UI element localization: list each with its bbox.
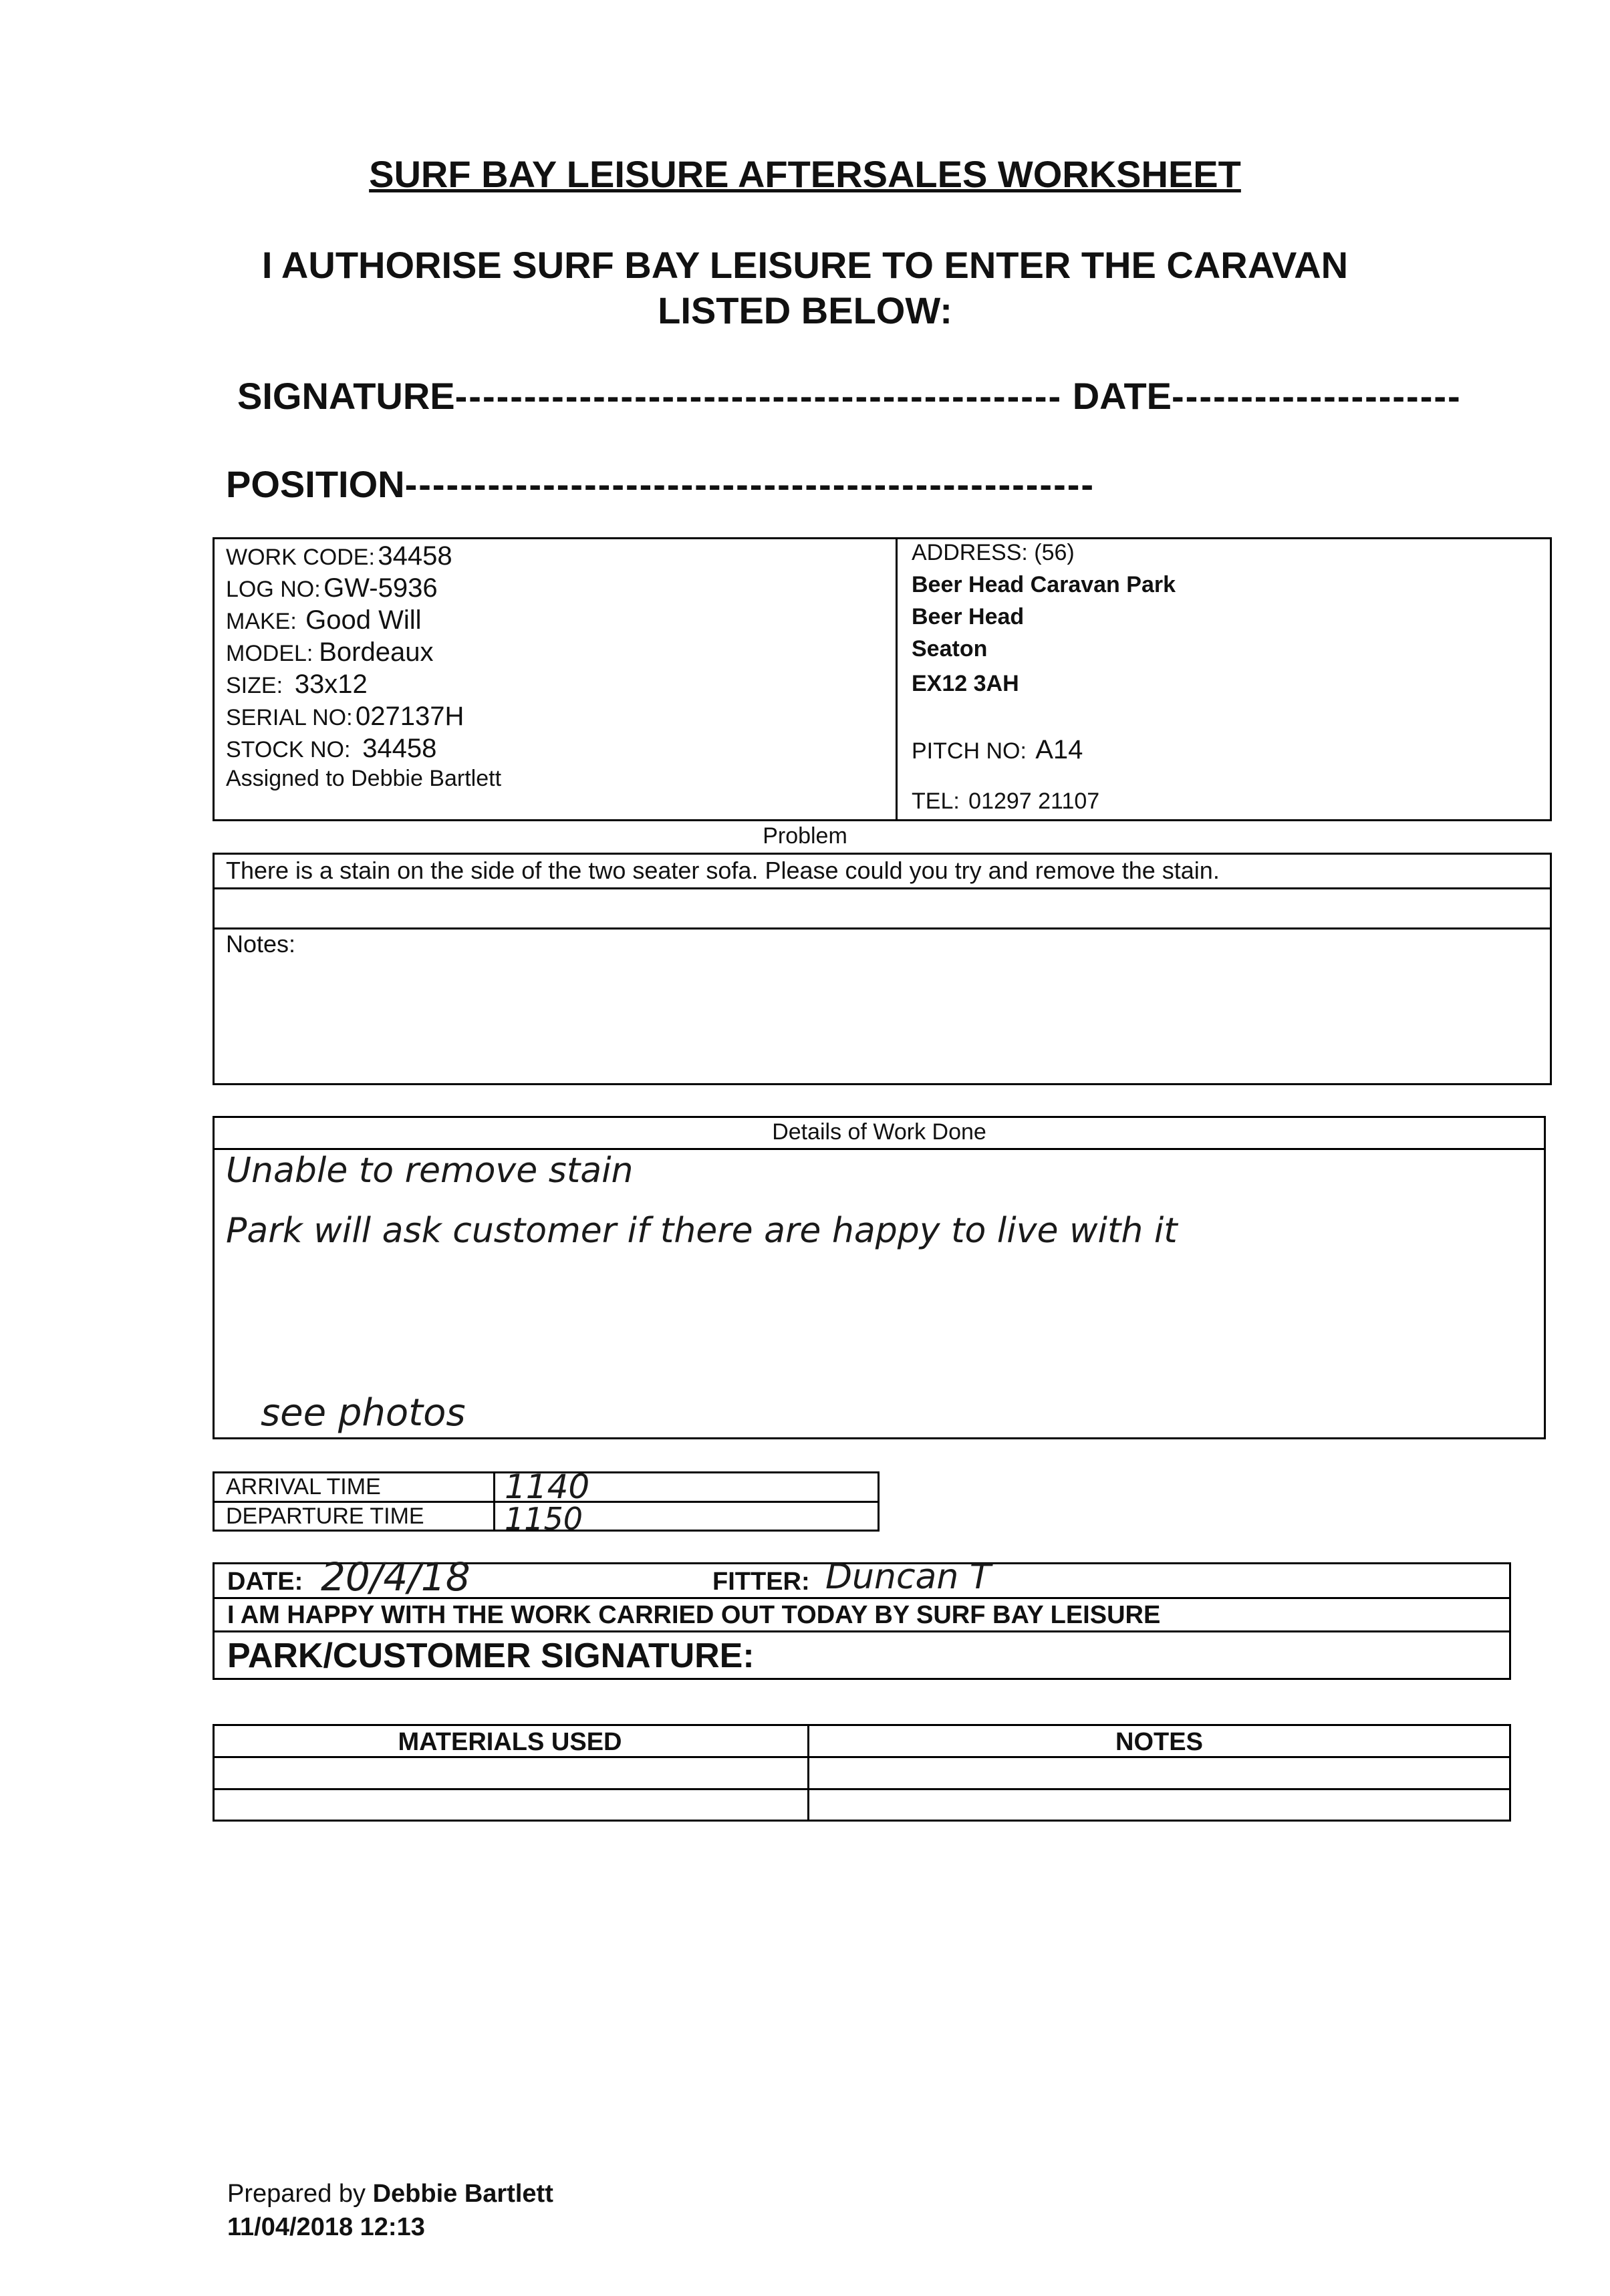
serial-label: SERIAL NO:: [226, 705, 353, 730]
signature-dashes: --------------------------------------------: [454, 375, 1063, 417]
position-label: POSITION: [226, 463, 405, 505]
log-no-label: LOG NO:: [226, 577, 321, 602]
make-label: MAKE:: [226, 609, 297, 634]
departure-label: DEPARTURE TIME: [226, 1503, 424, 1529]
arrival-label: ARRIVAL TIME: [226, 1474, 381, 1499]
signoff-date-label: DATE:: [227, 1568, 303, 1596]
work-done-label: Details of Work Done: [772, 1119, 986, 1145]
tel-label: TEL:: [912, 788, 960, 814]
problem-label: Problem: [763, 823, 847, 849]
authorisation-line-2: LISTED BELOW:: [658, 289, 952, 331]
tel-row: [912, 788, 1176, 815]
work-code-value: 34458: [378, 541, 452, 571]
address-line-3: Seaton: [912, 636, 988, 662]
size-value: 33x12: [294, 670, 368, 699]
pitch-value: A14: [1035, 735, 1083, 764]
materials-header: MATERIALS USED: [398, 1728, 622, 1756]
signoff-divider-2: [213, 1630, 1511, 1632]
times-divider-v: [493, 1471, 495, 1532]
work-code-row: [226, 541, 501, 573]
address-line-2: Beer Head: [912, 604, 1025, 629]
position-dashes: --------------------------------------------------: [404, 463, 1095, 505]
log-no-value: GW-5936: [323, 573, 438, 603]
fitter-value: Duncan T: [825, 1557, 991, 1597]
prepared-by-label: Prepared by: [227, 2180, 366, 2208]
serial-row: [226, 702, 501, 734]
address-line-4: EX12 3AH: [912, 671, 1019, 696]
address-line-1: Beer Head Caravan Park: [912, 572, 1176, 597]
address-label: ADDRESS: (56): [912, 540, 1075, 565]
happy-statement: I AM HAPPY WITH THE WORK CARRIED OUT TODAY BY SURF BAY LEISURE: [227, 1601, 1161, 1629]
model-row: [226, 637, 501, 670]
address-info: [912, 540, 1176, 815]
work-code-label: WORK CODE:: [226, 545, 375, 570]
authorisation-line-1: I AUTHORISE SURF BAY LEISURE TO ENTER THE CARAVAN: [261, 244, 1349, 286]
work-done-handwritten-2: Park will ask customer if there are happy to live with it: [226, 1211, 1178, 1251]
stock-value: 34458: [362, 734, 437, 763]
assigned-row: [226, 766, 501, 798]
problem-text: There is a stain on the side of the two seater sofa. Please could you try and remove the stain.: [226, 857, 1220, 884]
notes-label: Notes:: [226, 930, 296, 958]
departure-value: 1150: [505, 1501, 583, 1537]
materials-row-divider-2: [213, 1788, 1511, 1790]
fitter-label: FITTER:: [712, 1568, 810, 1596]
model-value: Bordeaux: [319, 637, 434, 667]
position-line: [226, 462, 1095, 506]
work-done-divider: [213, 1148, 1546, 1150]
signature-line: [237, 374, 1462, 418]
model-label: MODEL:: [226, 641, 313, 666]
date-dashes: ---------------------: [1172, 375, 1462, 417]
date-label: DATE: [1072, 375, 1172, 417]
serial-value: 027137H: [356, 702, 464, 731]
make-row: [226, 605, 501, 637]
prepared-by-name: Debbie Bartlett: [372, 2180, 553, 2208]
log-no-row: [226, 573, 501, 605]
pitch-label: PITCH NO:: [912, 738, 1027, 764]
arrival-value: 1140: [505, 1467, 590, 1506]
tel-value: 01297 21107: [968, 788, 1100, 814]
assigned-to: Assigned to Debbie Bartlett: [226, 766, 502, 791]
stock-row: [226, 734, 501, 766]
customer-signature-label: PARK/CUSTOMER SIGNATURE:: [227, 1636, 755, 1675]
problem-divider-1: [213, 887, 1552, 889]
size-label: SIZE:: [226, 673, 283, 698]
signoff-date-value: 20/4/18: [321, 1554, 471, 1600]
size-row: [226, 670, 501, 702]
work-done-handwritten-3: see photos: [261, 1391, 466, 1435]
pitch-row: [912, 735, 1176, 788]
make-value: Good Will: [305, 605, 422, 635]
notes-header: NOTES: [1115, 1728, 1203, 1756]
prepared-by-line: [227, 2180, 553, 2208]
caravan-box-divider: [896, 537, 898, 821]
prepared-timestamp: 11/04/2018 12:13: [227, 2213, 425, 2241]
caravan-info: [226, 541, 501, 798]
stock-label: STOCK NO:: [226, 737, 351, 762]
worksheet-title: SURF BAY LEISURE AFTERSALES WORKSHEET: [369, 153, 1241, 195]
problem-divider-2: [213, 927, 1552, 929]
signature-label: SIGNATURE: [237, 375, 455, 417]
work-done-handwritten-1: Unable to remove stain: [226, 1151, 634, 1191]
